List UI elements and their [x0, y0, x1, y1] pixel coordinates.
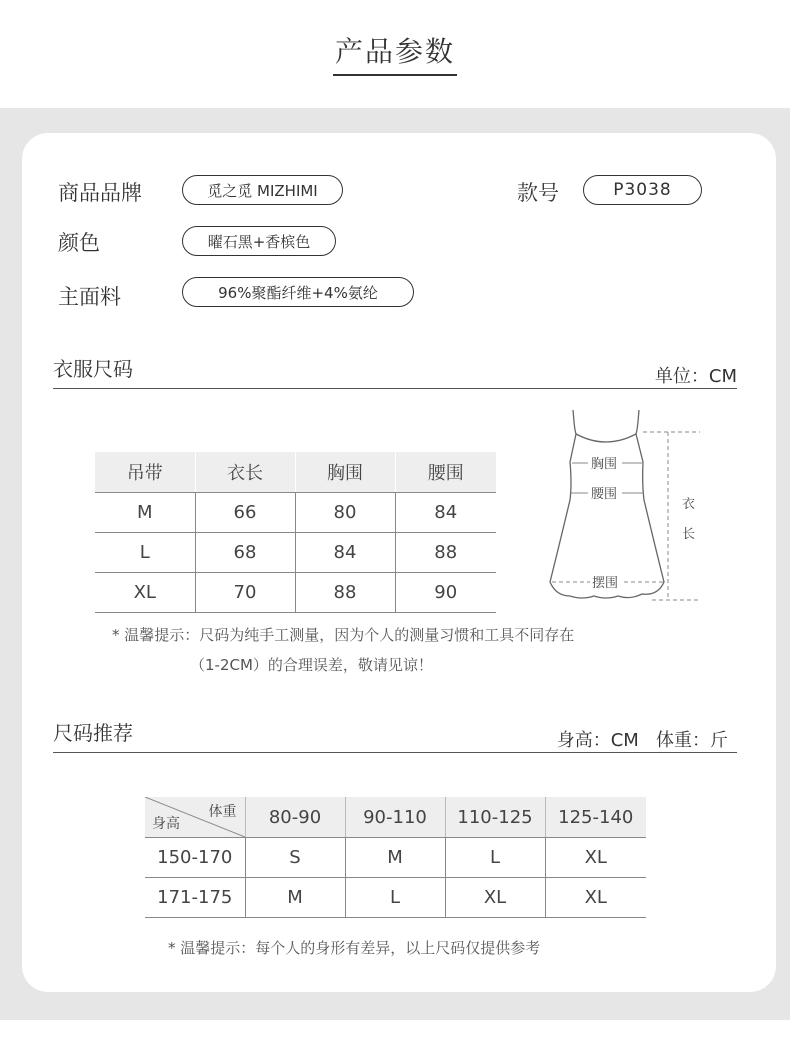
size-section-title: 衣服尺码 — [53, 357, 133, 381]
table-cell: 150-170 — [145, 838, 245, 878]
table-cell: 88 — [295, 573, 395, 613]
style-value: P3038 — [583, 175, 702, 205]
color-value: 曜石黑+香槟色 — [182, 226, 336, 256]
table-cell: 70 — [195, 573, 295, 613]
corner-weight-label: 体重 — [208, 804, 237, 820]
page-title: 产品参数 — [0, 30, 790, 76]
table-cell: XL — [545, 878, 646, 918]
recommend-note: * 温馨提示：每个人的身形有差异，以上尺码仅提供参考 — [168, 939, 541, 957]
recommend-divider — [53, 752, 737, 753]
table-row — [95, 493, 496, 533]
hem-label: 摆围 — [592, 576, 619, 591]
recommend-unit: 身高：CM 体重：斤 — [556, 730, 728, 751]
left-strap — [573, 410, 576, 434]
recommend-table — [145, 797, 646, 918]
header-cell: 110-125 — [445, 797, 545, 838]
table-cell: 84 — [395, 493, 496, 533]
recommend-table-header — [145, 797, 646, 838]
table-cell: XL — [445, 878, 545, 918]
table-cell: L — [95, 533, 195, 573]
table-cell: 171-175 — [145, 878, 245, 918]
dress-diagram — [540, 400, 710, 610]
table-row — [95, 533, 496, 573]
table-cell: M — [245, 878, 345, 918]
table-cell: S — [245, 838, 345, 878]
table-cell: M — [95, 493, 195, 533]
table-cell: XL — [545, 838, 646, 878]
size-note-line1: * 温馨提示：尺码为纯手工测量，因为个人的测量习惯和工具不同存在 — [112, 626, 575, 644]
header-cell: 腰围 — [395, 452, 496, 493]
length-label-2: 长 — [682, 527, 696, 542]
size-table — [95, 452, 496, 613]
header-cell: 80-90 — [245, 797, 345, 838]
color-label: 颜色 — [58, 231, 100, 255]
header-cell: 90-110 — [345, 797, 445, 838]
corner-height-label: 身高 — [152, 816, 180, 832]
table-cell: L — [345, 878, 445, 918]
table-row — [145, 878, 646, 918]
size-divider — [53, 388, 737, 389]
header-cell: 125-140 — [545, 797, 646, 838]
table-cell: 80 — [295, 493, 395, 533]
table-cell: 84 — [295, 533, 395, 573]
brand-label: 商品品牌 — [58, 181, 142, 205]
table-row — [95, 573, 496, 613]
chest-label: 胸围 — [591, 457, 618, 472]
right-strap — [636, 410, 639, 434]
table-row — [145, 838, 646, 878]
size-table-header — [95, 452, 496, 493]
table-cell: 88 — [395, 533, 496, 573]
header-cell: 胸围 — [295, 452, 395, 493]
recommend-section-title: 尺码推荐 — [53, 721, 133, 745]
brand-value: 觅之觅 MIZHIMI — [182, 175, 343, 205]
table-cell: 68 — [195, 533, 295, 573]
header-cell: 衣长 — [195, 452, 295, 493]
size-unit: 单位：CM — [654, 366, 737, 387]
table-cell: L — [445, 838, 545, 878]
table-cell: 66 — [195, 493, 295, 533]
table-cell: XL — [95, 573, 195, 613]
corner-cell — [145, 797, 245, 838]
table-cell: M — [345, 838, 445, 878]
fabric-value: 96%聚酯纤维+4%氨纶 — [182, 277, 414, 307]
length-label-1: 衣 — [682, 497, 696, 512]
style-label: 款号 — [517, 181, 559, 205]
fabric-label: 主面料 — [58, 285, 121, 309]
waist-label: 腰围 — [591, 487, 618, 502]
size-note-line2: （1-2CM）的合理误差，敬请见谅！ — [190, 656, 433, 674]
header-cell: 吊带 — [95, 452, 195, 493]
table-cell: 90 — [395, 573, 496, 613]
